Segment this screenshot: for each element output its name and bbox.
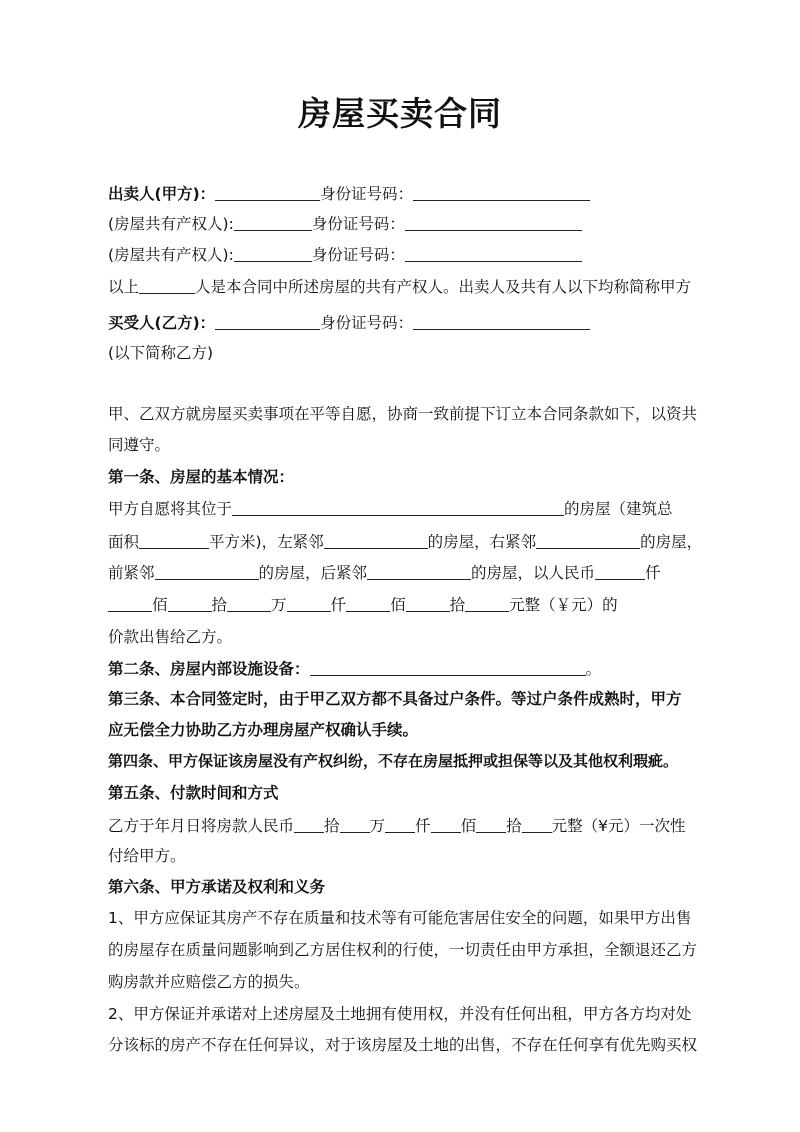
article2-heading: 第二条、房屋内部设施设备：	[108, 660, 310, 678]
article1-heading: 第一条、房屋的基本情况：	[108, 468, 295, 486]
seller-line	[108, 184, 590, 204]
price-blank[interactable]	[346, 595, 390, 612]
front-neighbor-blank[interactable]	[155, 563, 259, 580]
article5-line-2: 付给甲方。	[108, 847, 186, 865]
article2-end: 。	[585, 660, 602, 678]
article1-text: 的房屋（建筑总	[564, 500, 673, 518]
payment-blank[interactable]	[294, 816, 324, 833]
article1-text: 前紧邻	[108, 564, 155, 582]
co-owner-suffix: 人是本合同中所述房屋的共有产权人。出卖人及共有人以下均称简称甲方	[195, 278, 692, 296]
co-owner-summary-line	[108, 277, 691, 297]
article5-line-1	[108, 816, 685, 836]
payment-unit: 拾	[506, 817, 522, 835]
buyer-note: (以下简称乙方)	[108, 344, 214, 362]
payment-unit: 仟	[415, 817, 431, 835]
article3-line-2: 应无偿全力协助乙方办理房屋产权确认手续。	[108, 721, 419, 739]
co-owner-2-id-blank[interactable]	[405, 245, 582, 262]
id-label: 身份证号码：	[311, 246, 405, 264]
article1-text: 的房屋，以人民币	[471, 564, 596, 582]
id-label: 身份证号码：	[311, 215, 405, 233]
article1-line-1	[108, 499, 673, 519]
article5-heading: 第五条、付款时间和方式	[108, 784, 279, 802]
id-label: 身份证号码：	[320, 314, 414, 332]
buyer-line	[108, 313, 590, 333]
price-unit: 仟	[330, 596, 347, 614]
area-blank[interactable]	[139, 532, 209, 549]
price-blank[interactable]	[465, 595, 509, 612]
preamble-line-1: 甲、乙双方就房屋买卖事项在平等自愿，协商一致前提下订立本合同条款如下，以资共	[108, 405, 698, 423]
article2-line	[108, 659, 601, 679]
article6-p1-line-2: 的房屋存在质量问题影响到乙方居住权利的行使，一切责任由甲方承担，全额退还乙方	[108, 941, 698, 959]
co-owner-1-name-blank[interactable]	[234, 214, 312, 231]
buyer-name-blank[interactable]	[215, 313, 320, 330]
article1-text: 面积	[108, 533, 140, 551]
property-location-blank[interactable]	[232, 499, 564, 516]
page-title: 房屋买卖合同	[298, 94, 502, 133]
payment-blank[interactable]	[522, 816, 552, 833]
price-blank[interactable]	[168, 595, 212, 612]
price-unit: 拾	[211, 596, 228, 614]
co-owner-2-name-blank[interactable]	[234, 245, 312, 262]
article1-line-2	[108, 532, 702, 552]
buyer-id-blank[interactable]	[413, 313, 590, 330]
payment-unit: 万	[369, 817, 386, 835]
co-owner-1-id-blank[interactable]	[405, 214, 582, 231]
price-blank[interactable]	[108, 595, 152, 612]
payment-blank[interactable]	[476, 816, 506, 833]
co-owner-label: (房屋共有产权人):	[108, 246, 234, 264]
seller-id-blank[interactable]	[413, 184, 590, 201]
article4-line: 第四条、甲方保证该房屋没有产权纠纷，不存在房屋抵押或担保等以及其他权利瑕疵。	[108, 752, 679, 770]
article6-p2-line-2: 分该标的房产不存在任何异议，对于该房屋及土地的出售，不存在任何享有优先购买权	[108, 1036, 698, 1054]
article1-text: 平方米)，左紧邻	[209, 533, 324, 551]
article6-p1-line-3: 购房款并应赔偿乙方的损失。	[108, 973, 310, 991]
price-unit: 佰	[390, 596, 406, 614]
facilities-blank[interactable]	[310, 659, 586, 676]
co-owner-prefix: 以上	[108, 278, 140, 296]
article1-text: 的房屋，后紧邻	[258, 564, 368, 582]
article6-p2-line-1: 2、甲方保证并承诺对上述房屋及土地拥有使用权，并没有任何出租，甲方各方均对处	[108, 1005, 692, 1023]
co-owner-line-2	[108, 245, 582, 265]
co-owner-count-blank[interactable]	[139, 277, 195, 294]
payment-blank[interactable]	[431, 816, 461, 833]
article5-text: 乙方于年月日将房款人民币	[108, 817, 295, 835]
article1-line-3	[108, 563, 661, 583]
buyer-label: 买受人(乙方)：	[108, 314, 216, 332]
co-owner-label: (房屋共有产权人):	[108, 215, 234, 233]
article3-line-1: 第三条、本合同签定时，由于甲乙双方都不具备过户条件。等过户条件成熟时，甲方	[108, 690, 682, 708]
price-unit: 万	[271, 596, 287, 614]
seller-name-blank[interactable]	[215, 184, 320, 201]
article1-text: 甲方自愿将其位于	[108, 500, 233, 518]
id-label: 身份证号码：	[320, 185, 414, 203]
article6-heading: 第六条、甲方承诺及权利和义务	[108, 878, 326, 896]
payment-blank[interactable]	[340, 816, 370, 833]
rear-neighbor-blank[interactable]	[367, 563, 471, 580]
price-blank[interactable]	[406, 595, 450, 612]
article1-line-4	[108, 595, 618, 615]
article5-text: 元整（¥元）一次性	[551, 817, 686, 835]
article1-text: 的房屋，	[640, 533, 703, 551]
co-owner-line-1	[108, 214, 582, 234]
seller-label: 出卖人(甲方)：	[108, 185, 216, 203]
right-neighbor-blank[interactable]	[536, 532, 640, 549]
article1-line-5: 价款出售给乙方。	[108, 628, 233, 646]
price-unit: 佰	[152, 596, 168, 614]
left-neighbor-blank[interactable]	[324, 532, 428, 549]
payment-unit: 佰	[460, 817, 477, 835]
price-blank[interactable]	[227, 595, 271, 612]
article1-text: 元整（￥元）的	[509, 596, 618, 614]
price-blank[interactable]	[287, 595, 331, 612]
payment-blank[interactable]	[385, 816, 415, 833]
article6-p1-line-1: 1、甲方应保证其房产不存在质量和技术等有可能危害居住安全的问题，如果甲方出售	[108, 909, 692, 927]
price-qian-blank[interactable]	[595, 563, 645, 580]
article1-text: 仟	[645, 564, 661, 582]
article1-text: 的房屋，右紧邻	[427, 533, 537, 551]
price-unit: 拾	[449, 596, 466, 614]
preamble-line-2: 同遵守。	[108, 436, 171, 454]
payment-unit: 拾	[324, 817, 340, 835]
